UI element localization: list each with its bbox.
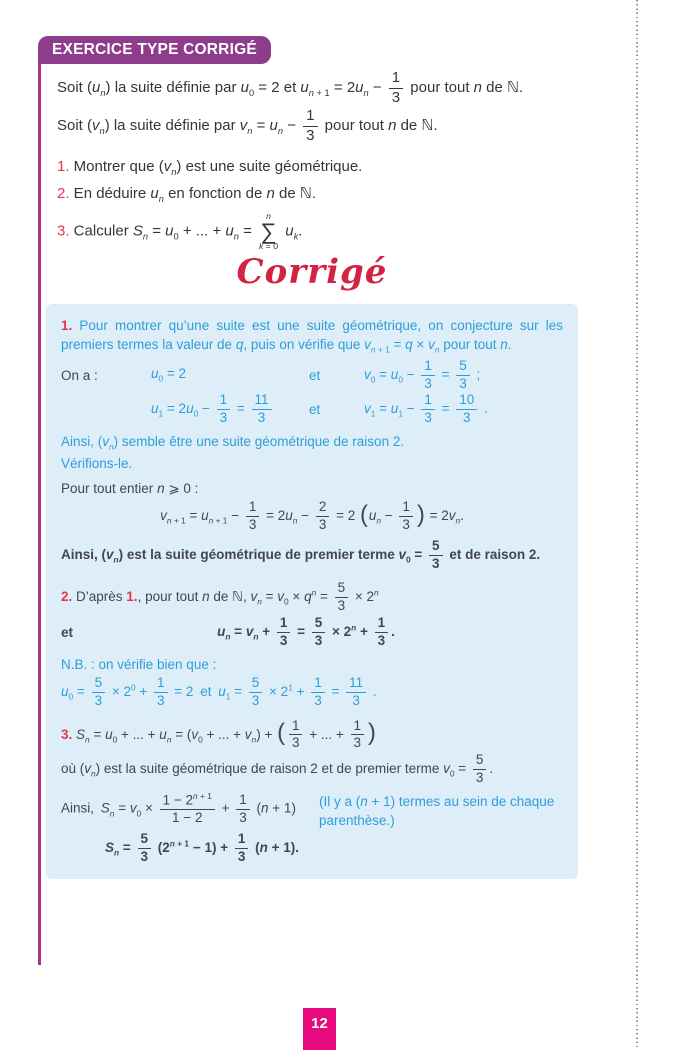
- exercise-question-3: 3. Calculer $S_n = u_0$ + ... + $u_n$ = n ∑ k = 0 $u_k$.: [57, 211, 303, 252]
- exercise-intro-2: Soit $(v_n)$ la suite définie par $v_n = u_n$ − $\frac{1}{3}$ pour tout n de ℕ.: [57, 107, 438, 144]
- dotted-margin-rule: [636, 0, 638, 1050]
- solution-recurrence-equation: $v_{n + 1} = u_{n + 1}$ − $\frac{1}{3}$ = $2u_n$ − $\frac{2}{3}$ = 2 ($u_n$ − $\frac{1}{3}$ ) = $2v_n$.: [160, 499, 464, 532]
- exercise-intro-1: Soit $(u_n)$ la suite définie par $u_0 = 2$ et $u_{n + 1} = 2u_n$ − $\frac{1}{3}$ pour tout n de ℕ.: [57, 69, 524, 106]
- solution-sum-row: [61, 792, 563, 830]
- solution-verify: Vérifions-le.: [61, 455, 133, 471]
- solution-conjecture: Ainsi, $(v_n)$ semble être une suite géométrique de raison 2.: [61, 434, 405, 452]
- row2-eq-u1: $u_1 = 2u_0$ − $\frac{1}{3}$ = $\frac{11}{3}$: [151, 393, 309, 426]
- solution-for-all-n: Pour tout entier n ⩾ 0 :: [61, 480, 199, 496]
- solution-step-1-intro: 1. Pour montrer qu’une suite est une suite géométrique, on conjecture sur les premiers termes la valeur de q, puis on vérifie que $v_{n + 1} = q \times v_n$ pour tout n.: [61, 318, 563, 355]
- corrige-title: Corrigé: [236, 252, 388, 292]
- page-number: 12: [303, 1008, 336, 1050]
- solution-box: [46, 304, 578, 879]
- row3-et: et: [61, 624, 74, 640]
- row2-eq-v1: $v_1 = u_1$ − $\frac{1}{3}$ = $\frac{10}{3}$ .: [364, 392, 488, 426]
- solution-values-row-2: [61, 393, 563, 426]
- solution-step-3: 3. $S_n = u_0$ + ... + $u_n = (v_0$ + ... + $v_n$) + ( $\frac{1}{3}$ + ... + $\frac{1}{3}$ ): [61, 717, 376, 751]
- solution-nb-check: $u_0$ = $\frac{5}{3}$ × $2^0$ + $\frac{1}{3}$ = 2 et $u_1$ = $\frac{5}{3}$ × $2^1$ + $\frac{1}{3}$ = $\frac{11}{3}$ .: [61, 674, 377, 708]
- row1-eq-u0: $u_0 = 2$: [151, 366, 187, 384]
- solution-un-formula-row: [61, 616, 563, 649]
- exercise-statement: [57, 70, 581, 255]
- row1-et: et: [309, 367, 321, 383]
- row1-eq-v0: $v_0 = u_0$ − $\frac{1}{3}$ = $\frac{5}{3}$ ;: [364, 357, 481, 391]
- row2-et: et: [309, 402, 321, 418]
- solution-geometric-reminder: où $(v_n)$ est la suite géométrique de raison 2 et de premier terme $v_0$ = $\frac{5}{3}$ .: [61, 752, 494, 786]
- solution-aside-note: (Il y a (n + 1) termes au sein de chaque parenthèse.): [319, 793, 555, 829]
- exercise-question-2: 2. En déduire $u_n$ en fonction de n de ℕ.: [57, 185, 317, 205]
- solution-sum-formula: Ainsi, $S_n = v_0$ × $\frac{1 - 2^{n + 1}}{1 - 2}$ + $\frac{1}{3}$ (n + 1): [61, 790, 296, 826]
- exercise-question-1: 1. Montrer que $(v_n)$ est une suite géométrique.: [57, 158, 363, 177]
- exercise-type-badge: EXERCICE TYPE CORRIGÉ: [38, 36, 271, 64]
- solution-final-result: $S_n$ = $\frac{5}{3}$ $(2^{n + 1} - 1)$ + $\frac{1}{3}$ (n + 1).: [105, 831, 300, 865]
- row3-eq-un: $u_n = v_n$ + $\frac{1}{3}$ = $\frac{5}{3}$ × $2^n$ + $\frac{1}{3}$ .: [217, 615, 395, 648]
- solution-nb: N.B. : on vérifie bien que :: [61, 656, 217, 672]
- solution-conclusion-1: Ainsi, $(v_n)$ est la suite géométrique de premier terme $v_0$ = $\frac{5}{3}$ et de raison 2.: [61, 537, 541, 571]
- solution-values-row-1: [61, 359, 563, 392]
- solution-step-2: 2. D’après 1., pour tout n de ℕ, $v_n = v_0 \times q^n$ = $\frac{5}{3}$ × $2^n$: [61, 580, 379, 614]
- row1-label: On a :: [61, 367, 98, 383]
- exercise-left-rule: [38, 63, 41, 965]
